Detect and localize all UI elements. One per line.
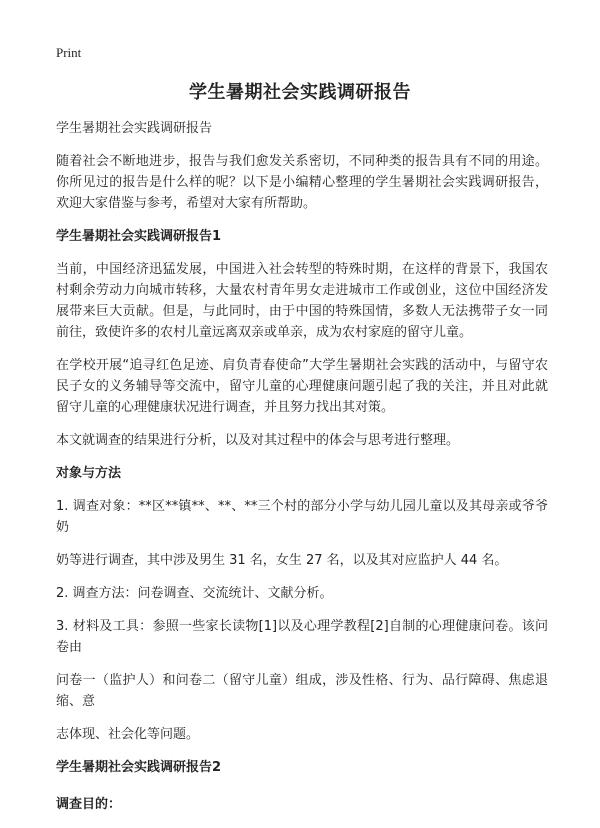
methods-paragraph-5: 问卷一（监护人）和问卷二（留守儿童）组成，涉及性格、行为、品行障碍、焦虑退缩、意 — [56, 673, 548, 709]
page-title: 学生暑期社会实践调研报告 — [189, 82, 411, 103]
methods-paragraph-4: 3. 材料及工具：参照一些家长读物[1]以及心理学教程[2]自制的心理健康问卷。该问卷由 — [56, 619, 548, 655]
print-link[interactable]: Print — [56, 45, 82, 60]
section1-paragraph-3: 本文就调查的结果进行分析，以及对其过程中的体会与思考进行整理。 — [56, 433, 460, 448]
section1-paragraph-1: 当前，中国经济迅猛发展，中国进入社会转型的特殊时期，在这样的背景下，我国农村剩余劳动力向城市转移，大量农村青年男女走进城市工作或创业，这位中国经济发展带来巨大贡献。但是，与此同时，由于中国的特殊国情，多数人无法携带子女一同前往，致使许多的农村儿童远离双亲或单亲，成为农村家庭的留守儿童。 — [56, 262, 548, 340]
methods-paragraph-1: 1. 调查对象：**区**镇**、**、**三个村的部分小学与幼儿园儿童以及其母亲或爷爷奶 — [56, 499, 548, 535]
methods-paragraph-2: 奶等进行调查，其中涉及男生 31 名，女生 27 名，以及其对应监护人 44 名。 — [56, 553, 508, 568]
methods-paragraph-3: 2. 调查方法：问卷调查、交流统计、文献分析。 — [56, 586, 333, 601]
methods-heading: 对象与方法 — [56, 466, 122, 481]
section-heading-1: 学生暑期社会实践调研报告1 — [56, 229, 222, 244]
article-body — [56, 118, 548, 815]
purpose-heading: 调查目的： — [56, 797, 122, 812]
section1-paragraph-2: 在学校开展“追寻红色足迹、肩负青春使命”大学生暑期社会实践的活动中，与留守农民子女的义务辅导等交流中，留守儿童的心理健康问题引起了我的关注，并且对此就留守儿童的心理健康状况进行调查，并且努力找出其对策。 — [56, 358, 548, 415]
intro-paragraph: 随着社会不断地进步，报告与我们愈发关系密切，不同种类的报告具有不同的用途。你所见过的报告是什么样的呢？以下是小编精心整理的学生暑期社会实践调研报告，欢迎大家借鉴与参考，希望对大家有所帮助。 — [56, 154, 548, 211]
article-subtitle: 学生暑期社会实践调研报告 — [56, 121, 213, 136]
section-heading-2: 学生暑期社会实践调研报告2 — [56, 760, 222, 775]
methods-paragraph-6: 志体现、社会化等问题。 — [56, 727, 200, 742]
